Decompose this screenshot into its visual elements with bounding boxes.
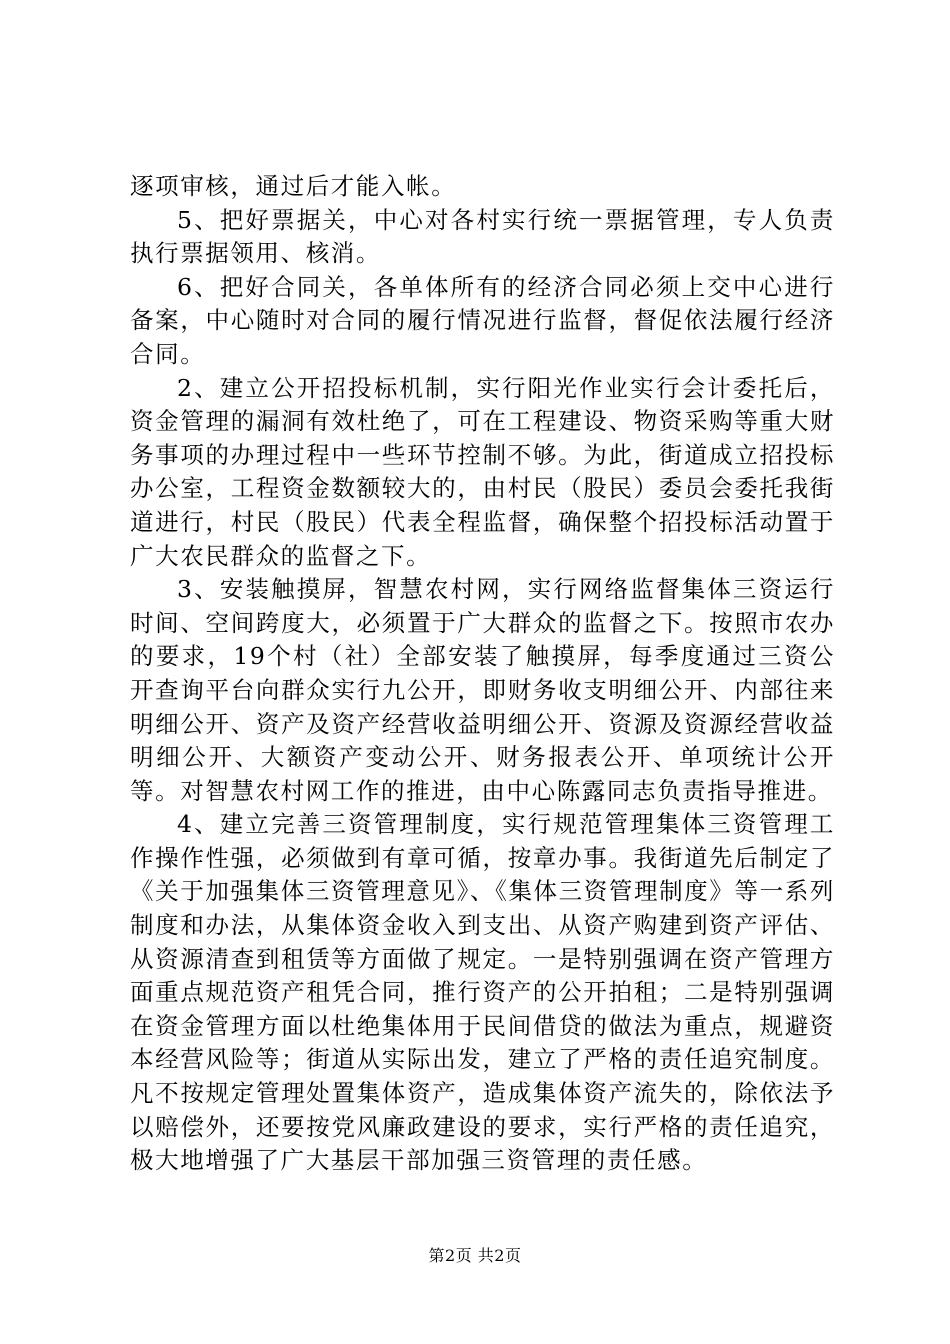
document-body <box>130 170 835 1178</box>
page-footer: 第2页 共2页 <box>428 1246 522 1265</box>
paragraph-5: 3、安装触摸屏，智慧农村网，实行网络监督集体三资运行时间、空间跨度大，必须置于广大群众的监督之下。按照市农办的要求，19个村（社）全部安装了触摸屏，每季度通过三资公开查询平台向群众实行九公开，即财务收支明细公开、内部往来明细公开、资产及资产经营收益明细公开、资源及资源经营收益明细公开、大额资产变动公开、财务报表公开、单项统计公开等。对智慧农村网工作的推进，由中心陈露同志负责指导推进。 <box>130 575 835 805</box>
paragraph-4: 2、建立公开招投标机制，实行阳光作业实行会计委托后，资金管理的漏洞有效杜绝了，可在工程建设、物资采购等重大财务事项的办理过程中一些环节控制不够。为此，街道成立招投标办公室，工程资金数额较大的，由村民（股民）委员会委托我街道进行，村民（股民）代表全程监督，确保整个招投标活动置于广大农民群众的监督之下。 <box>130 373 835 570</box>
paragraph-3: 6、把好合同关，各单体所有的经济合同必须上交中心进行备案，中心随时对合同的履行情况进行监督，督促依法履行经济合同。 <box>130 272 835 368</box>
paragraph-2: 5、把好票据关，中心对各村实行统一票据管理，专人负责执行票据领用、核消。 <box>130 205 835 268</box>
paragraph-6: 4、建立完善三资管理制度，实行规范管理集体三资管理工作操作性强，必须做到有章可循，按章办事。我街道先后制定了《关于加强集体三资管理意见》、《集体三资管理制度》等一系列制度和办法，从集体资金收入到支出、从资产购建到资产评估、从资源清查到租赁等方面做了规定。一是特别强调在资产管理方面重点规范资产租凭合同，推行资产的公开拍租；二是特别强调在资金管理方面以杜绝集体用于民间借贷的做法为重点，规避资本经营风险等；街道从实际出发，建立了严格的责任追究制度。凡不按规定管理处置集体资产，造成集体资产流失的，除依法予以赔偿外，还要按党风廉政建设的要求，实行严格的责任追究，极大地增强了广大基层干部加强三资管理的责任感。 <box>130 810 835 1175</box>
paragraph-1: 逐项审核，通过后才能入帐。 <box>130 172 457 200</box>
